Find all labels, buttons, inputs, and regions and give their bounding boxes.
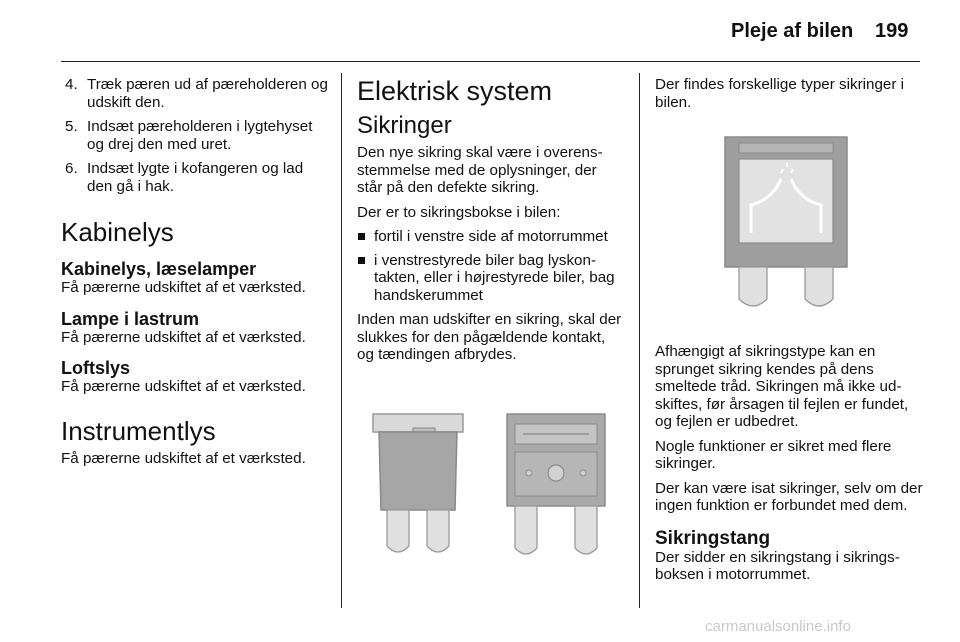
list-item	[61, 76, 331, 111]
paragraph: Få pærerne udskiftet af et værksted.	[61, 449, 306, 467]
fusebox-list	[357, 228, 625, 304]
column-2	[357, 76, 625, 592]
column-divider-1	[341, 73, 342, 608]
step-text: Indsæt lygte i kofangeren og lad den gå i hak.	[87, 160, 304, 195]
page-header-title: Pleje af bilen	[731, 20, 854, 42]
column-1	[61, 76, 331, 474]
subheading-sikringstang: Sikringstang	[655, 527, 771, 549]
paragraph: Der findes forskellige typer sikringer i bilen.	[655, 76, 904, 111]
step-text: Indsæt pæreholderen i lygtehyset og drej den med uret.	[87, 118, 313, 153]
paragraph: Få pærerne udskiftet af et værksted.	[61, 279, 306, 296]
paragraph: Få pærerne udskiftet af et værksted.	[61, 328, 306, 346]
paragraph: Der kan være isat sikringer, selv om der ingen funktion er forbundet med dem.	[655, 479, 923, 514]
paragraph: Der sidder en sikringstang i sikringsboksen i motorrummet.	[655, 548, 900, 583]
fuse-illustration-blown-wire	[655, 123, 921, 329]
steps-list	[61, 76, 331, 195]
list-item	[357, 228, 625, 246]
paragraph: Få pærerne udskiftet af et værksted.	[61, 378, 306, 395]
bullet-icon	[358, 257, 365, 264]
subheading-sikringer: Sikringer	[357, 112, 452, 139]
section-heading-instrumentlys: Instrumentlys	[61, 415, 216, 446]
step-number: 6.	[65, 160, 78, 177]
column-3	[655, 76, 923, 591]
step-number: 4.	[65, 76, 78, 93]
bullet-text: i venstrestyrede biler bag lyskontakten, eller i højrestyrede biler, bag handskerummet	[374, 251, 615, 304]
subheading-laeselamper: Kabinelys, læselamper	[61, 259, 257, 279]
watermark: carmanualsonline.info	[705, 618, 851, 635]
section-heading-kabinelys: Kabinelys	[61, 217, 174, 247]
header-rule	[61, 61, 920, 62]
column-divider-2	[639, 73, 640, 608]
paragraph: Inden man udskifter en sikring, skal der slukkes for den pågældende kontakt, og tændingen afbrydes.	[357, 311, 622, 363]
page-number: 199	[875, 20, 909, 42]
step-number: 5.	[65, 118, 78, 135]
paragraph: Den nye sikring skal være i overensstemmelse med de oplysninger, der står på den defekte sikring.	[357, 144, 603, 196]
paragraph: Nogle funktioner er sikret med flere sikringer.	[655, 437, 892, 472]
bullet-text: fortil i venstre side af motorrummet	[374, 228, 608, 245]
bullet-icon	[358, 233, 365, 240]
section-heading-elektrisk-system: Elektrisk system	[357, 76, 553, 106]
list-item	[61, 118, 331, 153]
paragraph: Der er to sikringsbokse i bilen:	[357, 203, 561, 221]
fuse-illustration-two-views	[357, 378, 613, 592]
step-text: Træk pæren ud af pæreholderen og udskift den.	[87, 76, 328, 111]
subheading-loftslys: Loftslys	[61, 358, 131, 378]
subheading-lastrum: Lampe i lastrum	[61, 308, 200, 329]
list-item	[61, 160, 331, 195]
list-item	[357, 252, 625, 305]
paragraph: Afhængigt af sikringstype kan en sprunget sikring kendes på dens smeltede tråd. Sikringen må ikke udskiftes, før årsagen til fejlen er fundet, og fejlen er udbedret.	[655, 343, 909, 430]
